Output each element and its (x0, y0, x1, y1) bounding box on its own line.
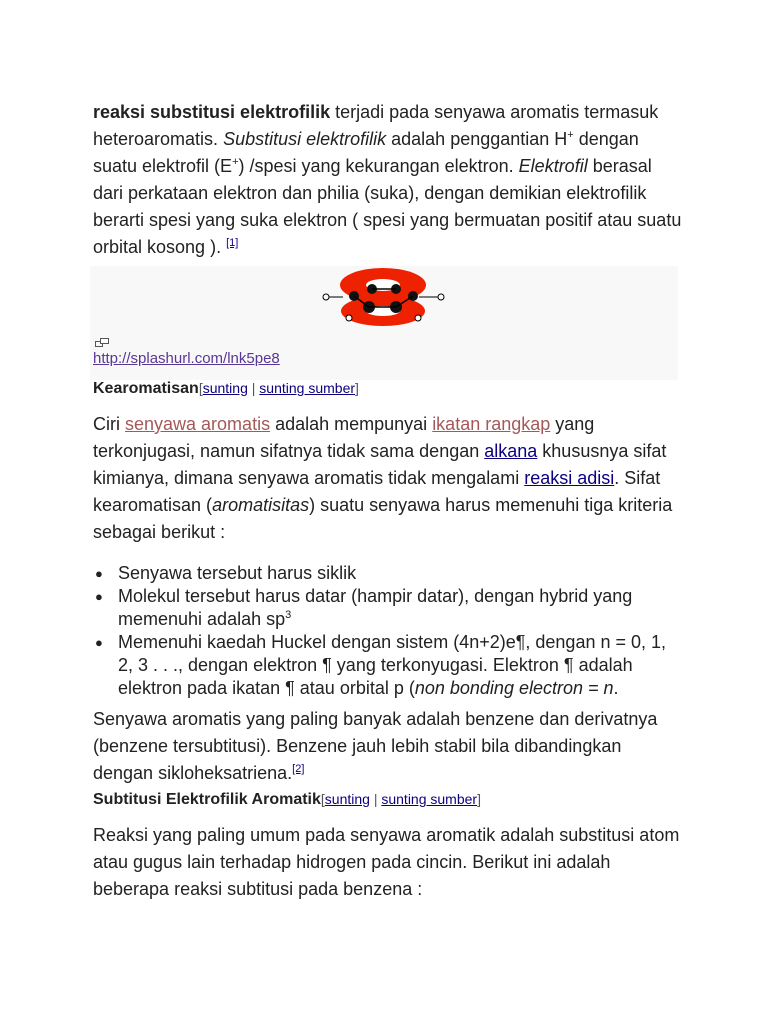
intro-text: dengan suatu elektrofil (E (93, 129, 639, 176)
list-text: Senyawa tersebut harus siklik (118, 563, 357, 583)
intro-text: adalah penggantian H (386, 129, 568, 149)
list-item (93, 631, 683, 700)
intro-italic-term: Elektrofil (518, 156, 588, 176)
bullet-icon: ● (95, 566, 103, 581)
intro-block (93, 99, 683, 267)
list-text: Molekul tersebut harus datar (hampir datar), dengan hybrid yang memenuhi adalah sp (118, 586, 633, 629)
link-ikatan-rangkap[interactable]: ikatan rangkap (432, 414, 551, 434)
link-senyawa-aromatis[interactable]: senyawa aromatis (125, 414, 271, 434)
edit-source-link[interactable]: sunting sumber (381, 791, 478, 807)
list-text: . (613, 678, 619, 698)
bracket: ] (477, 791, 481, 807)
text: Senyawa aromatis yang paling banyak adalah benzene dan derivatnya (benzene tersubtitusi). Benzene jauh lebih stabil bila dibandingkan dengan sikloheksatriena. (93, 709, 658, 783)
edit-links (199, 380, 359, 396)
edit-link[interactable]: sunting (202, 380, 248, 396)
edit-link[interactable]: sunting (324, 791, 370, 807)
reference-link-1[interactable]: [1] (226, 237, 239, 249)
section-heading-subtitusi (93, 791, 481, 809)
bracket: ] (355, 380, 359, 396)
text: . Sifat kearomatisan ( (93, 468, 661, 515)
reference-2 (292, 763, 304, 775)
figure-source-link[interactable]: http://splashurl.com/lnk5pe8 (93, 350, 280, 367)
text: Ciri (93, 414, 125, 434)
bullet-icon: ● (95, 589, 103, 604)
intro-text: terjadi pada senyawa aromatis termasuk heteroaromatis. (93, 102, 659, 149)
text: adalah mempunyai (270, 414, 433, 434)
intro-text: berasal dari perkataan elektron dan philia (suka), dengan demikian elektrofilik berarti spesi yang suka elektron ( spesi yang bermuatan positif atau suatu orbital kosong ). (93, 156, 682, 257)
intro-italic-term: Substitusi elektrofilik (223, 129, 387, 149)
intro-paragraph (93, 99, 683, 261)
italic-term: aromatisitas (212, 495, 310, 515)
para-benzene (93, 706, 683, 787)
edit-links (321, 791, 481, 807)
text: khususnya sifat kimianya, dimana senyawa aromatis tidak mengalami (93, 441, 667, 488)
edit-source-link[interactable]: sunting sumber (259, 380, 356, 396)
superscript-plus: + (232, 156, 239, 168)
bracket: [ (320, 791, 325, 807)
section-heading-kearomatisan (93, 380, 359, 398)
bullet-icon: ● (95, 635, 103, 650)
text: yang terkonjugasi, namun sifatnya tidak sama dengan (93, 414, 595, 461)
figure-box (90, 266, 678, 380)
criteria-list (93, 562, 683, 700)
link-alkana[interactable]: alkana (484, 441, 538, 461)
section-title: Kearomatisan (93, 380, 199, 397)
intro-bold-lead: reaksi substitusi elektrofilik (93, 102, 331, 122)
paragraph (93, 822, 683, 903)
separator: | (247, 380, 260, 396)
paragraph (93, 706, 683, 787)
list-item (93, 562, 683, 585)
benzene-orbital-image[interactable] (321, 266, 447, 328)
intro-text: ) /spesi yang kekurangan elektron. (238, 156, 519, 176)
reference-link-2[interactable]: [2] (292, 763, 305, 775)
text: Reaksi yang paling umum pada senyawa aromatik adalah substitusi atom atau gugus lain terhadap hidrogen pada cincin. Berikut ini adalah beberapa reaksi subtitusi pada benzena : (93, 825, 680, 899)
para-kearomatisan (93, 411, 683, 546)
superscript-plus: + (567, 129, 574, 141)
list-text: Memenuhi kaedah Huckel dengan sistem (4n+2)e¶, dengan n = 0, 1, 2, 3 . . ., dengan elektron ¶ yang terkonyugasi. Elektron ¶ adalah elektron pada ikatan ¶ atau orbital p ( (118, 632, 667, 698)
text: ) suatu senyawa harus memenuhi tiga kriteria sebagai berikut : (93, 495, 673, 542)
superscript: 3 (285, 609, 292, 621)
section-title: Subtitusi Elektrofilik Aromatik (93, 791, 321, 808)
paragraph (93, 411, 683, 546)
separator: | (369, 791, 382, 807)
reference-1 (226, 237, 238, 249)
list-item (93, 585, 683, 631)
bracket: [ (198, 380, 203, 396)
list-italic: non bonding electron = n (414, 678, 614, 698)
enlarge-icon[interactable] (95, 338, 109, 347)
link-reaksi-adisi[interactable]: reaksi adisi (524, 468, 615, 488)
para-reaksi (93, 822, 683, 903)
